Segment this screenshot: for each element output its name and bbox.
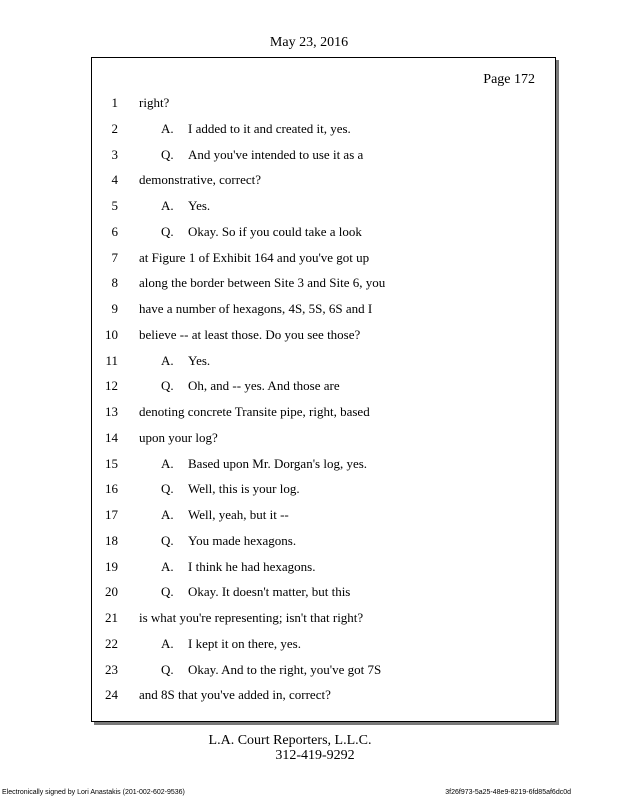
line-number: 16 xyxy=(105,481,118,497)
line-content: denoting concrete Transite pipe, right, based xyxy=(139,404,370,419)
speaker-label: A. xyxy=(161,635,174,651)
line-text xyxy=(139,170,261,190)
transcript-line xyxy=(92,222,555,248)
transcript-page xyxy=(91,57,556,722)
line-number: 6 xyxy=(111,223,118,239)
line-number: 11 xyxy=(105,352,118,368)
line-content: Yes. xyxy=(188,352,211,368)
transcript-line xyxy=(92,531,555,557)
transcript-line xyxy=(92,660,555,686)
transcript-line xyxy=(92,119,555,145)
speaker-label: A. xyxy=(161,198,174,213)
line-content: upon your log? xyxy=(139,429,218,445)
speaker-label: Q. xyxy=(161,223,174,239)
line-number: 14 xyxy=(105,429,118,445)
line-text xyxy=(139,248,369,268)
transcript-line xyxy=(92,170,555,196)
transcript-line xyxy=(92,454,555,480)
page-number: Page 172 xyxy=(483,72,535,87)
transcript-line xyxy=(92,505,555,531)
line-text xyxy=(161,145,363,165)
document-id: 3f26f973-5a25-48e9-8219-6fd85af6dc0d xyxy=(445,789,571,796)
transcript-line xyxy=(92,376,555,402)
speaker-label: A. xyxy=(161,455,174,471)
line-text xyxy=(139,428,218,448)
line-number: 19 xyxy=(105,558,118,574)
transcript-line xyxy=(92,351,555,377)
reporter-company: L.A. Court Reporters, L.L.C. xyxy=(208,733,372,748)
line-content: Okay. It doesn't matter, but this xyxy=(188,584,351,600)
speaker-label: A. xyxy=(161,352,174,368)
line-text xyxy=(139,93,169,113)
transcript-line xyxy=(92,634,555,660)
line-text xyxy=(161,222,362,242)
line-text xyxy=(139,273,385,293)
line-number: 4 xyxy=(111,172,118,188)
line-number: 7 xyxy=(111,249,118,265)
speaker-label: A. xyxy=(161,507,174,522)
line-number: 22 xyxy=(105,635,118,651)
line-text xyxy=(161,582,350,602)
speaker-label: A. xyxy=(161,558,174,574)
speaker-label: Q. xyxy=(161,146,174,162)
line-number: 15 xyxy=(105,455,118,471)
line-text xyxy=(161,634,301,654)
transcript-lines xyxy=(92,93,555,711)
transcript-line xyxy=(92,608,555,634)
transcript-line xyxy=(92,479,555,505)
line-content: You made hexagons. xyxy=(188,532,297,548)
transcript-line xyxy=(92,93,555,119)
line-content: Based upon Mr. Dorgan's log, yes. xyxy=(188,455,368,471)
line-text xyxy=(139,685,331,705)
line-number: 21 xyxy=(105,610,118,625)
line-text xyxy=(139,299,372,319)
line-content: And you've intended to use it as a xyxy=(188,146,364,162)
line-number: 2 xyxy=(111,120,118,136)
line-text xyxy=(161,557,315,577)
transcript-line xyxy=(92,299,555,325)
line-content: I think he had hexagons. xyxy=(188,558,316,574)
transcript-date: May 23, 2016 xyxy=(269,35,349,50)
speaker-label: Q. xyxy=(161,481,174,497)
line-number: 17 xyxy=(105,507,118,522)
transcript-line xyxy=(92,428,555,454)
line-content: I kept it on there, yes. xyxy=(188,635,301,651)
line-number: 3 xyxy=(111,146,118,162)
line-text xyxy=(161,376,340,396)
line-text xyxy=(139,608,363,628)
transcript-line xyxy=(92,582,555,608)
line-content: is what you're representing; isn't that right? xyxy=(139,610,364,625)
line-number: 13 xyxy=(105,404,118,419)
line-content: Okay. So if you could take a look xyxy=(188,223,362,239)
line-content: right? xyxy=(139,95,170,110)
line-content: Well, yeah, but it -- xyxy=(188,507,289,522)
line-number: 10 xyxy=(105,326,118,342)
line-number: 20 xyxy=(105,584,118,600)
line-text xyxy=(161,531,296,551)
line-content: and 8S that you've added in, correct? xyxy=(139,687,331,703)
line-text xyxy=(161,505,289,525)
line-number: 12 xyxy=(105,378,118,394)
line-content: along the border between Site 3 and Site 6, you xyxy=(139,275,386,291)
reporter-phone: 312-419-9292 xyxy=(275,748,355,763)
line-content: Yes. xyxy=(188,198,211,213)
line-text xyxy=(161,119,351,139)
line-number: 9 xyxy=(111,301,118,316)
line-content: at Figure 1 of Exhibit 164 and you've got up xyxy=(139,249,370,265)
speaker-label: A. xyxy=(161,120,174,136)
line-text xyxy=(139,325,360,345)
transcript-line xyxy=(92,557,555,583)
line-number: 5 xyxy=(111,198,118,213)
line-content: Well, this is your log. xyxy=(188,481,300,497)
transcript-line xyxy=(92,325,555,351)
line-content: believe -- at least those. Do you see those? xyxy=(139,326,361,342)
line-content: Okay. And to the right, you've got 7S xyxy=(188,661,382,677)
transcript-line xyxy=(92,248,555,274)
transcript-line xyxy=(92,196,555,222)
electronic-signature: Electronically signed by Lori Anastakis (201-002-602-9536) xyxy=(2,789,185,796)
line-number: 8 xyxy=(111,275,118,291)
line-text xyxy=(139,402,370,422)
line-text xyxy=(161,660,381,680)
speaker-label: Q. xyxy=(161,532,174,548)
transcript-line xyxy=(92,685,555,711)
speaker-label: Q. xyxy=(161,378,174,394)
line-text xyxy=(161,351,210,371)
line-text xyxy=(161,454,367,474)
line-text xyxy=(161,479,300,499)
line-content: have a number of hexagons, 4S, 5S, 6S and I xyxy=(139,301,373,316)
line-number: 23 xyxy=(105,661,118,677)
transcript-line xyxy=(92,145,555,171)
speaker-label: Q. xyxy=(161,661,174,677)
line-text xyxy=(161,196,210,216)
line-content: demonstrative, correct? xyxy=(139,172,261,188)
transcript-line xyxy=(92,273,555,299)
transcript-line xyxy=(92,402,555,428)
line-content: I added to it and created it, yes. xyxy=(188,120,351,136)
line-content: Oh, and -- yes. And those are xyxy=(188,378,340,394)
line-number: 1 xyxy=(111,95,118,110)
speaker-label: Q. xyxy=(161,584,174,600)
line-number: 24 xyxy=(105,687,118,703)
line-number: 18 xyxy=(105,532,118,548)
